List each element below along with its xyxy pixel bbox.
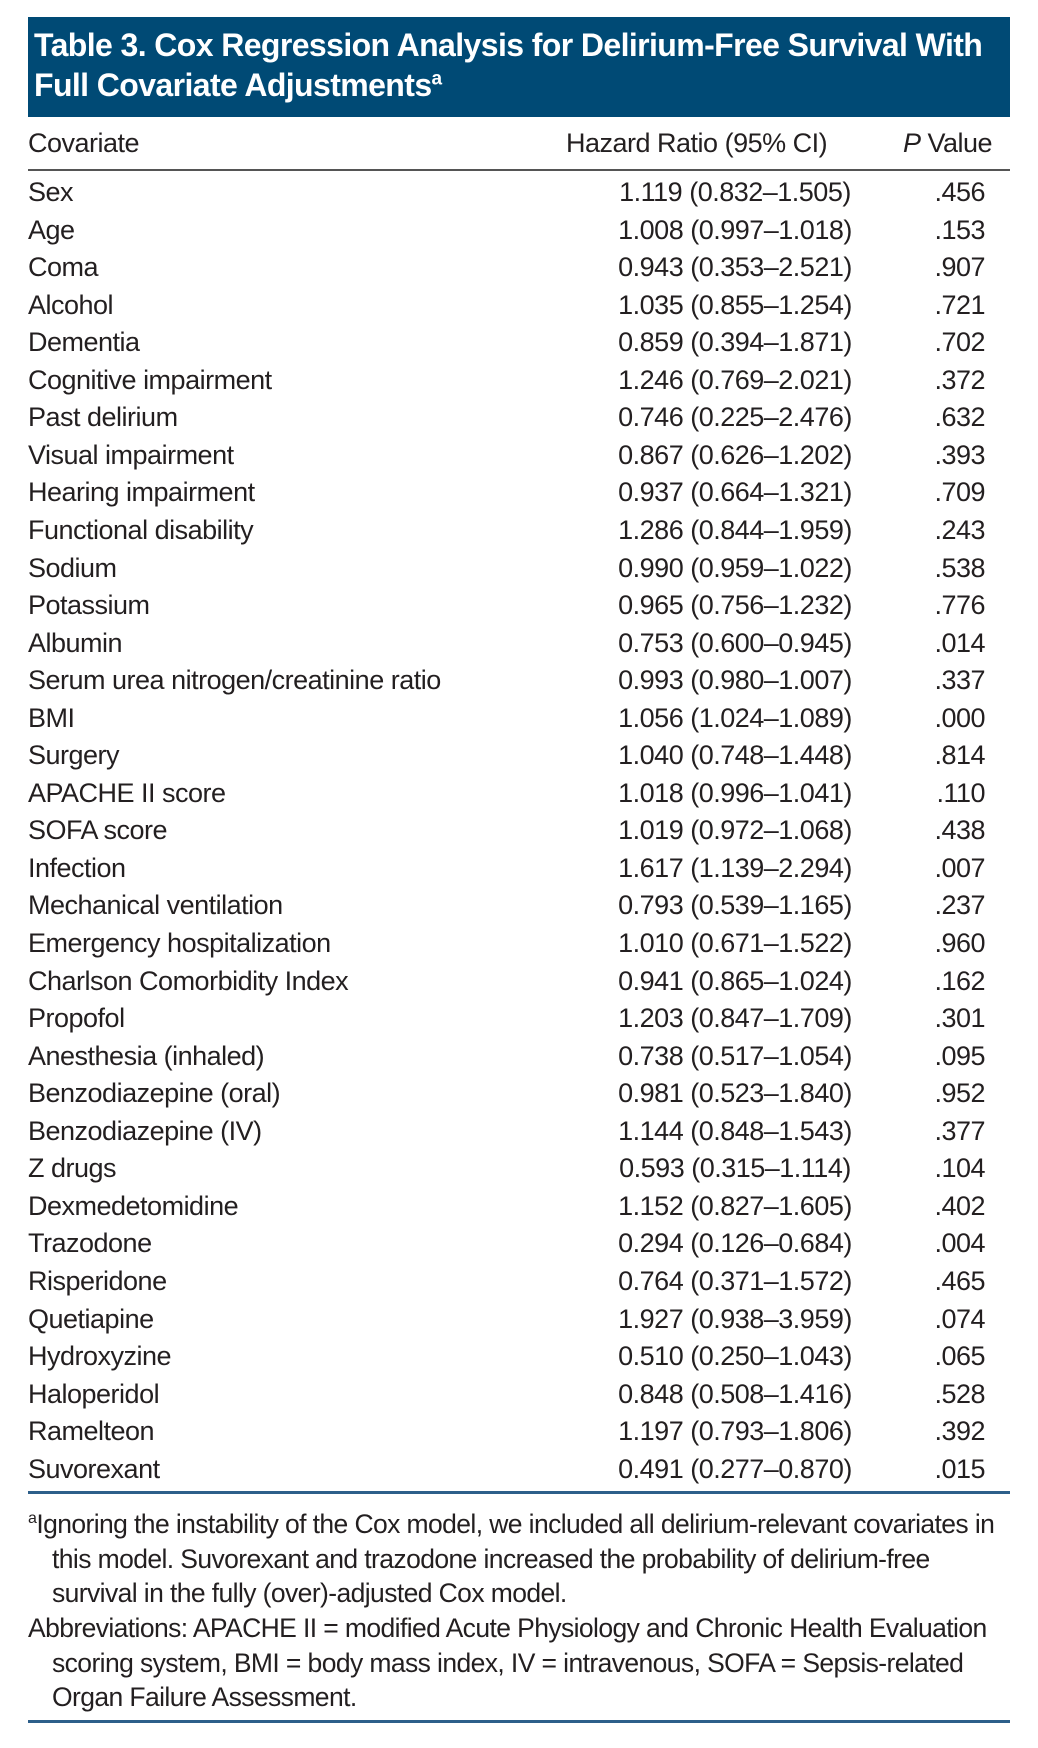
hazard-ratio-cell: 0.294 (0.126–0.684) xyxy=(618,1228,852,1259)
covariate-cell: Serum urea nitrogen/creatinine ratio xyxy=(28,665,441,696)
covariate-cell: Functional disability xyxy=(28,514,254,545)
hazard-ratio-cell: 1.119 (0.832–1.505) xyxy=(619,177,851,207)
hazard-ratio-cell: 0.746 (0.225–2.476) xyxy=(618,402,852,433)
hazard-ratio-cell: 1.040 (0.748–1.448) xyxy=(618,740,852,771)
table-row xyxy=(28,625,1010,663)
covariate-cell: SOFA score xyxy=(28,815,168,846)
table-row xyxy=(28,812,1010,850)
p-value-cell: .153 xyxy=(934,214,985,245)
covariate-cell: Visual impairment xyxy=(28,439,234,470)
column-header-hazard-ratio: Hazard Ratio (95% CI) xyxy=(566,128,828,158)
p-value-cell: .776 xyxy=(934,590,985,621)
table-row xyxy=(28,700,1010,738)
p-value-cell: .007 xyxy=(934,852,985,883)
covariate-cell: Ramelteon xyxy=(28,1416,155,1447)
covariate-cell: Potassium xyxy=(28,590,150,621)
covariate-cell: Suvorexant xyxy=(28,1453,160,1484)
hazard-ratio-cell: 0.937 (0.664–1.321) xyxy=(618,477,852,508)
table-title xyxy=(28,17,1010,117)
hazard-ratio-cell: 1.018 (0.996–1.041) xyxy=(618,777,852,808)
p-value-cell: .074 xyxy=(934,1303,985,1334)
table-row xyxy=(28,550,1010,588)
p-value-cell: .438 xyxy=(934,815,985,846)
covariate-cell: Past delirium xyxy=(28,402,178,433)
column-header-covariate: Covariate xyxy=(28,128,140,158)
hazard-ratio-cell: 0.990 (0.959–1.022) xyxy=(618,552,852,583)
p-value-cell: .528 xyxy=(934,1378,985,1409)
hazard-ratio-cell: 0.848 (0.508–1.416) xyxy=(618,1378,852,1409)
covariate-cell: Albumin xyxy=(28,627,123,658)
p-value-cell: .538 xyxy=(934,552,985,583)
table-row xyxy=(28,1338,1010,1376)
table-row xyxy=(28,737,1010,775)
footnote-marker: a xyxy=(431,68,442,90)
table-row xyxy=(28,587,1010,625)
covariate-cell: Age xyxy=(28,214,75,245)
p-italic: P xyxy=(903,128,921,158)
table-row xyxy=(28,212,1010,250)
p-value-cell: .465 xyxy=(934,1265,985,1296)
table-row xyxy=(28,850,1010,888)
footnote-marker: a xyxy=(28,1510,37,1527)
p-value-cell: .907 xyxy=(934,252,985,283)
hazard-ratio-cell: 0.941 (0.865–1.024) xyxy=(618,965,852,996)
hazard-ratio-cell: 0.510 (0.250–1.043) xyxy=(618,1341,852,1372)
footnote-a xyxy=(28,1502,1018,1611)
p-value-cell: .095 xyxy=(934,1040,985,1071)
table-row xyxy=(28,174,1010,212)
hazard-ratio-cell: 1.152 (0.827–1.605) xyxy=(618,1190,852,1221)
p-value-cell: .301 xyxy=(934,1003,985,1034)
abbreviations: Abbreviations: APACHE II = modified Acute Physiology and Chronic Health Evaluation scoring system, BMI = body mass index, IV = intravenous, SOFA = Sepsis-related Organ Failure Assessment. xyxy=(28,1612,987,1713)
footnote-text: Ignoring the instability of the Cox model, we included all delirium-relevant covariates in this model. Suvorexant and trazodone increased the probability of delirium-free survival in the fully (over)-adjusted Cox model. xyxy=(36,1508,995,1609)
hazard-ratio-cell: 0.764 (0.371–1.572) xyxy=(618,1265,852,1296)
hazard-ratio-cell: 0.943 (0.353–2.521) xyxy=(618,252,852,283)
p-value-cell: .243 xyxy=(934,514,985,545)
p-value-cell: .632 xyxy=(934,402,985,433)
hazard-ratio-cell: 0.993 (0.980–1.007) xyxy=(618,665,852,696)
hazard-ratio-cell: 1.010 (0.671–1.522) xyxy=(618,928,852,958)
covariate-cell: Charlson Comorbidity Index xyxy=(28,965,349,996)
p-value-cell: .004 xyxy=(934,1228,985,1259)
covariate-cell: Hearing impairment xyxy=(28,477,255,508)
covariate-cell: Cognitive impairment xyxy=(28,364,272,395)
hazard-ratio-cell: 1.617 (1.139–2.294) xyxy=(618,852,852,883)
p-value-cell: .393 xyxy=(934,439,985,470)
covariate-cell: Surgery xyxy=(28,740,120,771)
covariate-cell: Benzodiazepine (IV) xyxy=(28,1115,262,1146)
p-value-cell: .104 xyxy=(934,1153,985,1184)
covariate-cell: Haloperidol xyxy=(28,1378,160,1409)
table-title-text: Table 3. Cox Regression Analysis for Delirium-Free Survival With Full Covariate Adjustments xyxy=(34,27,983,103)
table-row xyxy=(28,1376,1010,1414)
p-value-cell: .392 xyxy=(934,1416,985,1447)
covariate-cell: Coma xyxy=(28,252,99,283)
p-value-cell: .337 xyxy=(934,665,985,696)
table-row xyxy=(28,662,1010,700)
table-row xyxy=(28,437,1010,475)
table-row xyxy=(28,324,1010,362)
covariate-cell: BMI xyxy=(28,702,75,733)
p-value-cell: .456 xyxy=(934,177,985,207)
hazard-ratio-cell: 1.008 (0.997–1.018) xyxy=(618,214,852,245)
table-bottom-rule xyxy=(28,1491,1010,1494)
covariate-cell: Quetiapine xyxy=(28,1303,154,1334)
covariate-cell: Dexmedetomidine xyxy=(28,1190,239,1221)
p-rest: Value xyxy=(920,128,993,158)
hazard-ratio-cell: 1.203 (0.847–1.709) xyxy=(618,1003,852,1034)
p-value-cell: .372 xyxy=(934,364,985,395)
table-row xyxy=(28,1301,1010,1339)
table-row xyxy=(28,963,1010,1001)
covariate-cell: Benzodiazepine (oral) xyxy=(28,1078,281,1109)
covariate-cell: Propofol xyxy=(28,1003,125,1034)
table-row xyxy=(28,1188,1010,1226)
header-rule xyxy=(28,169,1010,171)
p-value-cell: .162 xyxy=(934,965,985,996)
table-row xyxy=(28,1000,1010,1038)
p-value-cell: .015 xyxy=(934,1453,985,1484)
hazard-ratio-cell: 1.286 (0.844–1.959) xyxy=(618,514,852,545)
p-value-cell: .000 xyxy=(934,702,985,733)
table-row xyxy=(28,249,1010,287)
covariate-cell: APACHE II score xyxy=(28,777,226,808)
table-row xyxy=(28,1451,1010,1489)
covariate-cell: Hydroxyzine xyxy=(28,1341,172,1372)
table-row xyxy=(28,287,1010,325)
p-value-cell: .065 xyxy=(934,1341,985,1372)
covariate-cell: Sodium xyxy=(28,552,117,583)
p-value-cell: .237 xyxy=(934,890,985,921)
hazard-ratio-cell: 0.593 (0.315–1.114) xyxy=(619,1153,851,1184)
p-value-cell: .721 xyxy=(934,289,985,320)
covariate-cell: Emergency hospitalization xyxy=(28,928,331,958)
table-row xyxy=(28,887,1010,925)
hazard-ratio-cell: 0.738 (0.517–1.054) xyxy=(618,1040,852,1071)
table-row xyxy=(28,362,1010,400)
hazard-ratio-cell: 0.867 (0.626–1.202) xyxy=(618,439,852,470)
hazard-ratio-cell: 1.246 (0.769–2.021) xyxy=(618,364,852,395)
footer-rule xyxy=(28,1720,1010,1723)
hazard-ratio-cell: 0.753 (0.600–0.945) xyxy=(618,627,852,658)
p-value-cell: .952 xyxy=(934,1078,985,1109)
table-row xyxy=(28,1038,1010,1076)
table-row xyxy=(28,1150,1010,1188)
covariate-cell: Z drugs xyxy=(28,1153,117,1184)
covariate-cell: Sex xyxy=(28,177,74,207)
covariate-cell: Infection xyxy=(28,852,126,883)
p-value-cell: .110 xyxy=(936,777,985,808)
table-row xyxy=(28,925,1010,963)
table-row xyxy=(28,1225,1010,1263)
hazard-ratio-cell: 0.965 (0.756–1.232) xyxy=(618,590,852,621)
table-row xyxy=(28,399,1010,437)
covariate-cell: Anesthesia (inhaled) xyxy=(28,1040,265,1071)
p-value-cell: .960 xyxy=(934,928,985,958)
hazard-ratio-cell: 1.144 (0.848–1.543) xyxy=(618,1115,852,1146)
hazard-ratio-cell: 1.019 (0.972–1.068) xyxy=(618,815,852,846)
p-value-cell: .014 xyxy=(934,627,985,658)
table-row xyxy=(28,512,1010,550)
covariate-cell: Risperidone xyxy=(28,1265,167,1296)
p-value-cell: .402 xyxy=(934,1190,985,1221)
column-header-p-value xyxy=(903,128,992,159)
hazard-ratio-cell: 1.056 (1.024–1.089) xyxy=(618,702,852,733)
covariate-cell: Dementia xyxy=(28,327,140,358)
p-value-cell: .377 xyxy=(934,1115,985,1146)
hazard-ratio-cell: 1.197 (0.793–1.806) xyxy=(618,1416,852,1447)
hazard-ratio-cell: 0.981 (0.523–1.840) xyxy=(618,1078,852,1109)
covariate-cell: Mechanical ventilation xyxy=(28,890,283,921)
table-row xyxy=(28,1113,1010,1151)
hazard-ratio-cell: 0.793 (0.539–1.165) xyxy=(618,890,852,921)
table-row xyxy=(28,1263,1010,1301)
p-value-cell: .702 xyxy=(934,327,985,358)
p-value-cell: .709 xyxy=(934,477,985,508)
table-row xyxy=(28,1075,1010,1113)
table-row xyxy=(28,474,1010,512)
p-value-cell: .814 xyxy=(934,740,985,771)
hazard-ratio-cell: 1.035 (0.855–1.254) xyxy=(618,289,852,320)
covariate-cell: Alcohol xyxy=(28,289,114,320)
hazard-ratio-cell: 0.859 (0.394–1.871) xyxy=(618,327,852,358)
hazard-ratio-cell: 1.927 (0.938–3.959) xyxy=(618,1303,852,1334)
table-row xyxy=(28,775,1010,813)
covariate-cell: Trazodone xyxy=(28,1228,152,1259)
hazard-ratio-cell: 0.491 (0.277–0.870) xyxy=(618,1453,852,1484)
footnotes xyxy=(28,1502,1018,1715)
table-row xyxy=(28,1413,1010,1451)
